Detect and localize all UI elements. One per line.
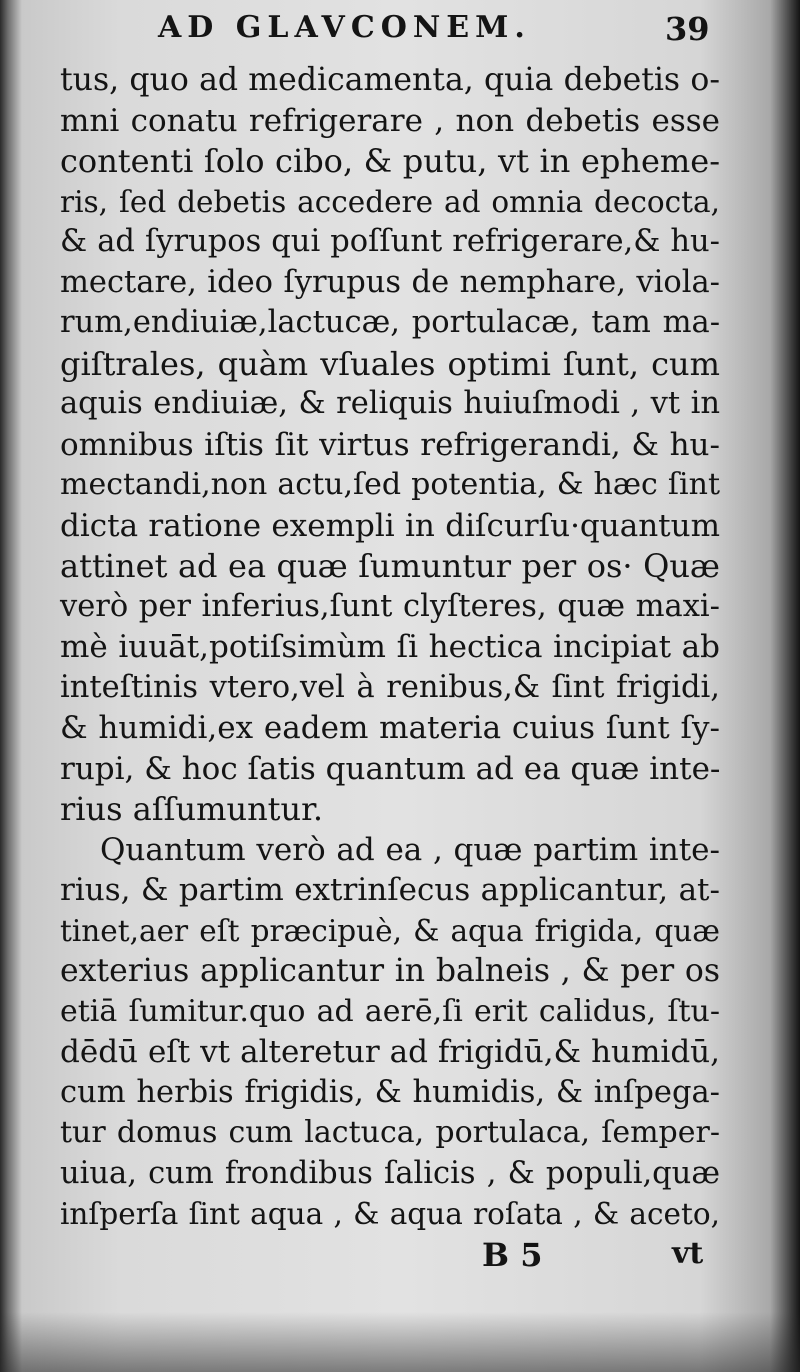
text-line: & humidi,ex eadem materia cuius ſunt ſy- (60, 710, 720, 746)
text-line: giſtrales, quàm vſuales optimi ſunt, cum (60, 344, 720, 383)
text-line: inteſtinis vtero,vel à renibus,& ſint frigidi, (60, 669, 720, 705)
text-line: dicta ratione exempli in diſcurſu·quantum (60, 507, 720, 544)
signature-mark: B 5 (482, 1236, 543, 1274)
text-line: attinet ad ea quæ ſumuntur per os· Quæ (60, 547, 720, 585)
text-line: etiā ſumitur.quo ad aerē,ſi erit calidus, ſtu- (60, 993, 720, 1029)
text-line: rum,endiuiæ,lactucæ, portulacæ, tam ma- (60, 305, 720, 340)
text-line: uiua, cum frondibus ſalicis , & populi,quæ (60, 1155, 720, 1191)
text-line: mectare, ideo ſyrupus de nemphare, viola- (60, 264, 720, 300)
text-line: contenti ſolo cibo, & putu, vt in epheme- (60, 142, 720, 180)
text-line: rius, & partim extrinſecus applicantur, at- (60, 872, 720, 908)
text-line: cum herbis frigidis, & humidis, & inſpega- (60, 1074, 720, 1110)
running-head: AD GLAVCONEM. (158, 10, 531, 45)
body-text (60, 60, 720, 1235)
text-line: tinet,aer eſt præcipuè, & aqua frigida, quæ (60, 913, 720, 948)
text-line: rius aſſumuntur. (60, 790, 324, 828)
text-line: rupi, & hoc ſatis quantum ad ea quæ inte- (60, 750, 721, 787)
text-line: mni conatu refrigerare , non debetis esse (60, 102, 720, 139)
catchword: vt (672, 1236, 704, 1271)
text-line: & ad ſyrupos qui poſſunt refrigerare,& hu- (60, 224, 720, 259)
text-line: tur domus cum lactuca, portulaca, ſemper- (60, 1115, 720, 1150)
page-number: 39 (665, 10, 710, 48)
text-line: ris, ſed debetis accedere ad omnia decocta, (60, 184, 720, 219)
text-line: verò per inferius,ſunt clyſteres, quæ maxi- (60, 588, 720, 624)
text-line: Quantum verò ad ea , quæ partim inte- (100, 831, 720, 868)
text-line: aquis endiuiæ, & reliquis huiuſmodi , vt in (60, 386, 720, 421)
text-line: inſperſa ſint aqua , & aqua roſata , & aceto, (60, 1197, 720, 1231)
text-line: dēdū eſt vt alteretur ad frigidū,& humidū, (60, 1034, 720, 1070)
text-line: exterius applicantur in balneis , & per os (60, 953, 720, 989)
text-line: tus, quo ad medicamenta, quia debetis o- (60, 62, 720, 98)
text-line: mectandi,non actu,ſed potentia, & hæc ſint (60, 467, 720, 502)
text-line: mè iuuāt,potiſsimùm ſi hectica incipiat ab (60, 629, 720, 665)
text-line: omnibus iſtis ſit virtus refrigerandi, & hu- (60, 426, 720, 463)
